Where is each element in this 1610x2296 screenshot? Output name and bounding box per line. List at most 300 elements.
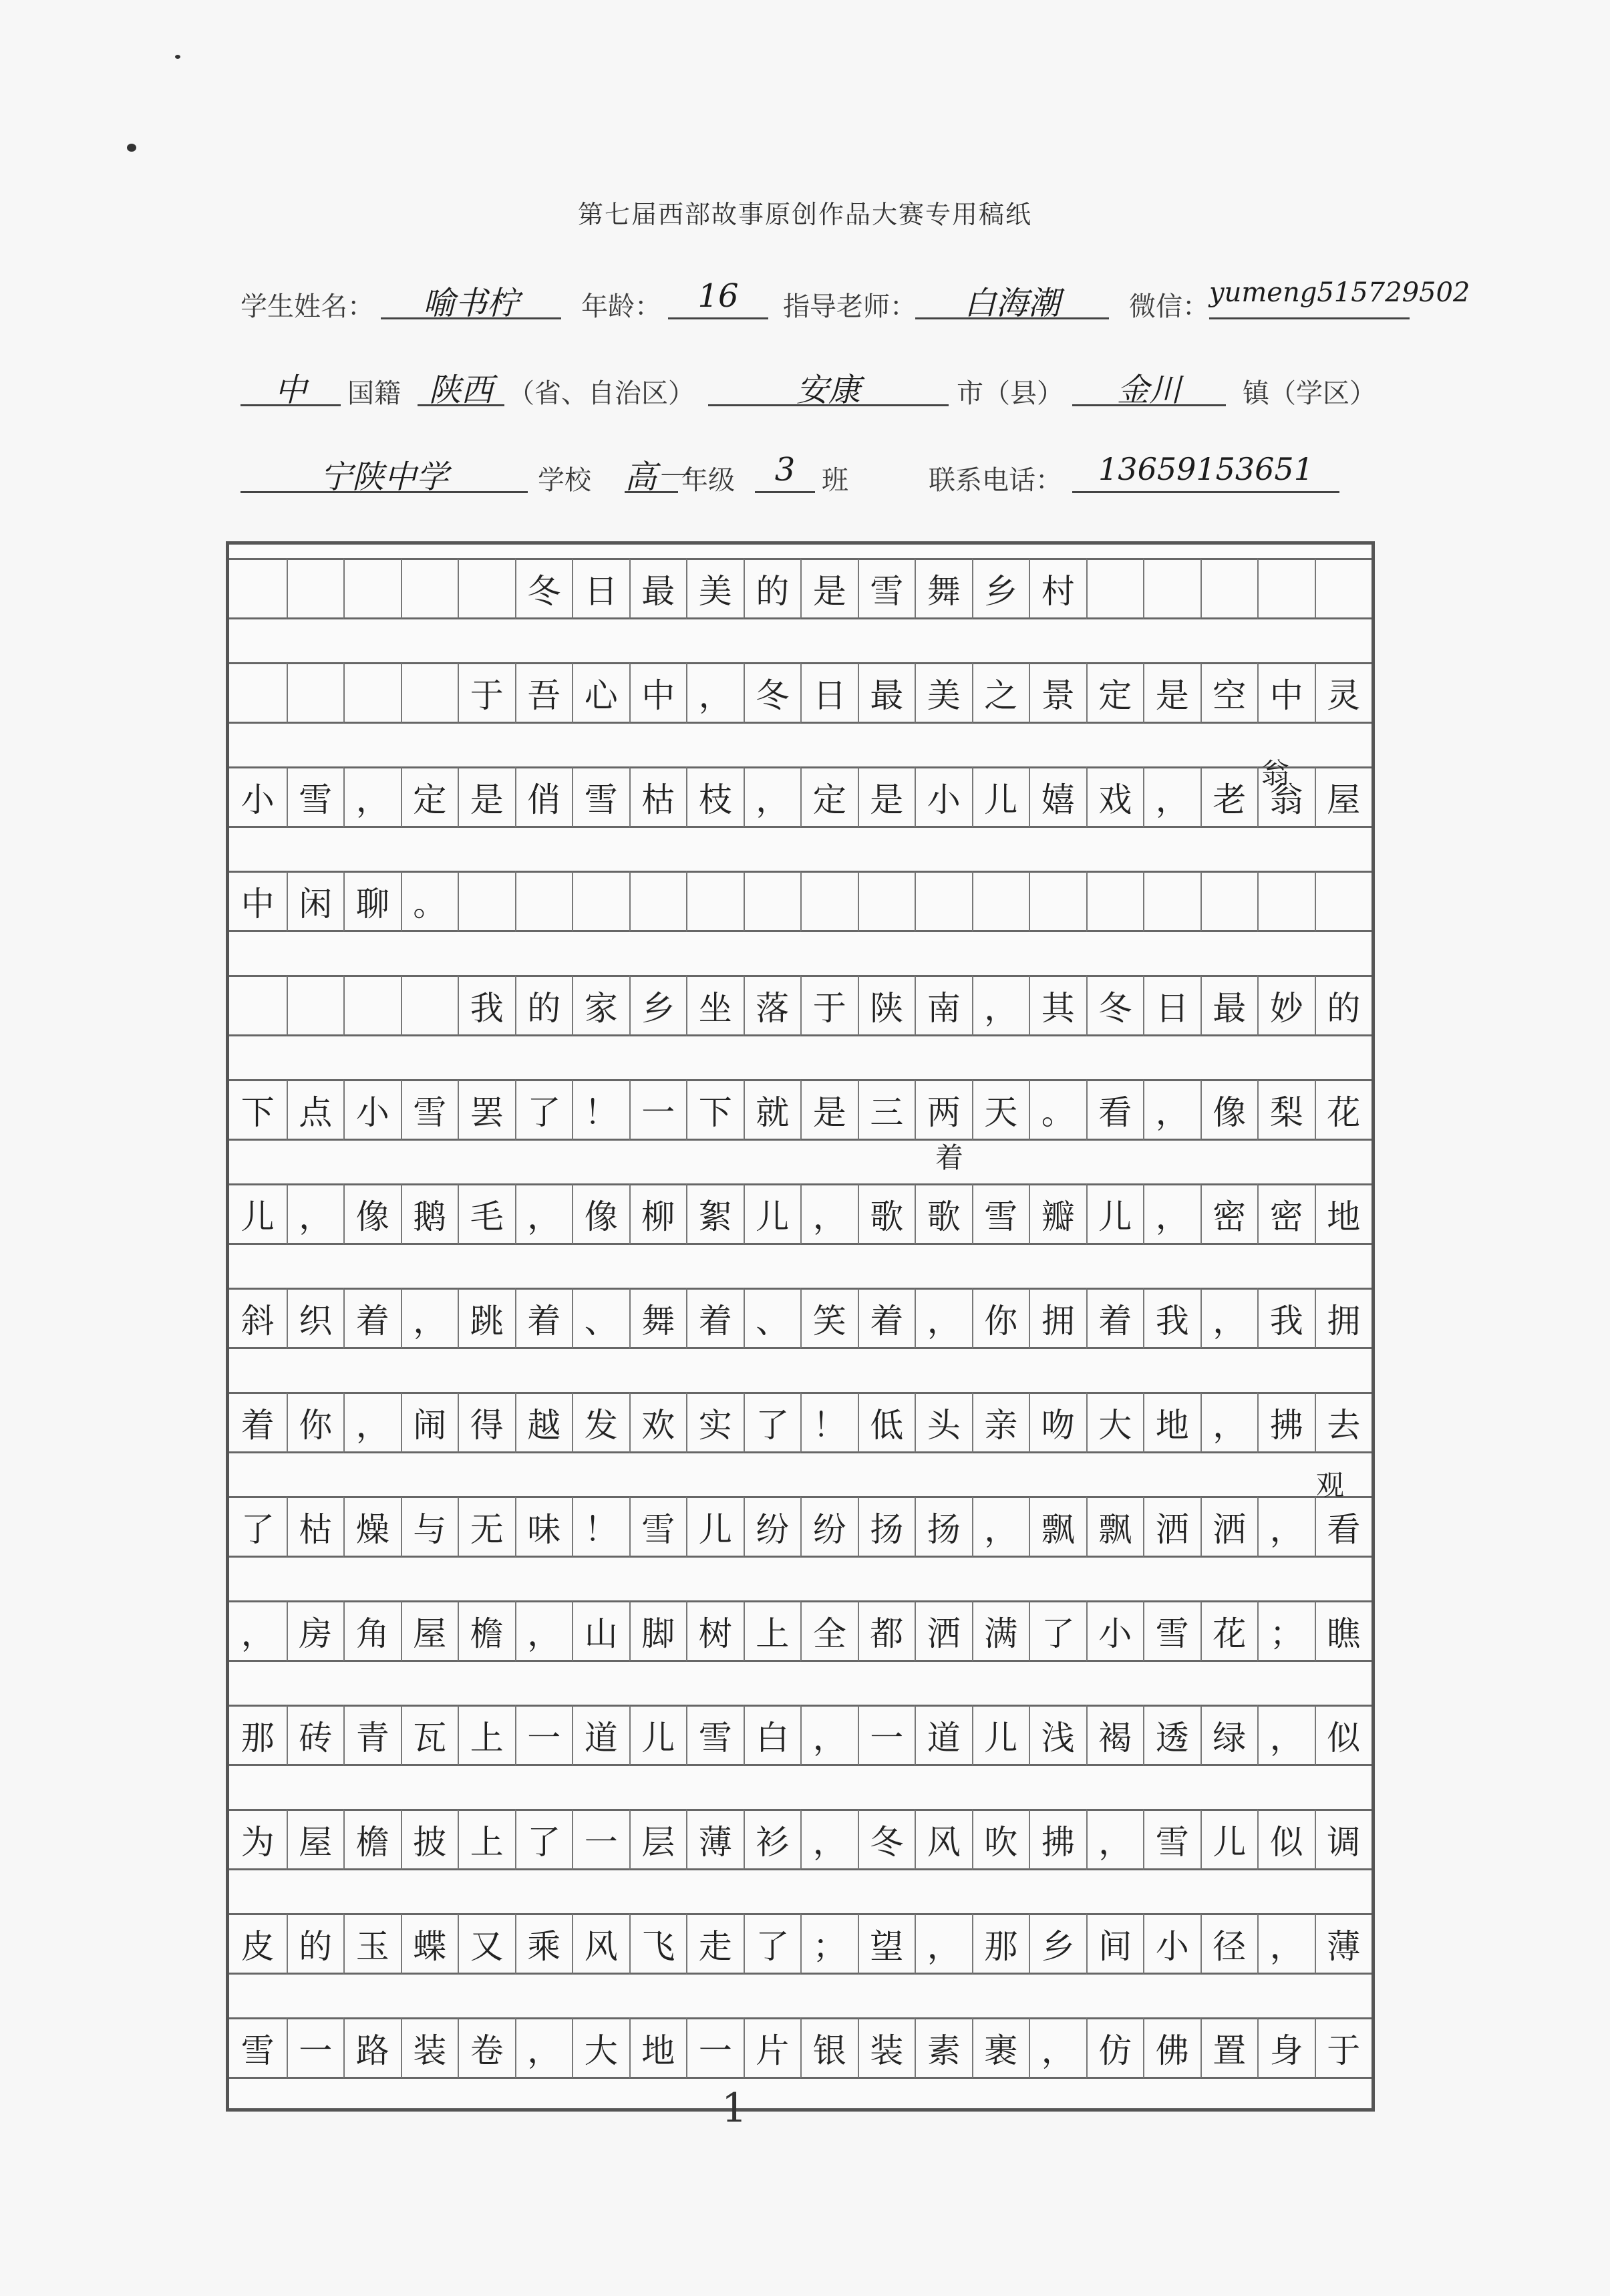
grid-cell: 间 xyxy=(1086,1913,1144,1975)
grid-cell: 青 xyxy=(343,1705,401,1766)
grid-cell: 小 xyxy=(1086,1600,1144,1662)
age-field: 16 xyxy=(668,277,768,319)
grid-cell: 是 xyxy=(458,766,515,828)
grid-cell: 砖 xyxy=(287,1705,344,1766)
grid-cell: 雪 xyxy=(401,1079,458,1141)
grid-cell: 衫 xyxy=(744,1809,801,1870)
grid-cell: 透 xyxy=(1143,1705,1200,1766)
grid-cell: 俏 xyxy=(515,766,573,828)
essay-line xyxy=(229,1809,1372,1870)
grid-cell: 大 xyxy=(572,2017,629,2079)
grid-cell: 上 xyxy=(458,1705,515,1766)
grid-cell: 一 xyxy=(515,1705,573,1766)
town-field: 金川 xyxy=(1072,364,1226,406)
grid-cell: 白 xyxy=(744,1705,801,1766)
grid-cell: ； xyxy=(1257,1600,1315,1662)
grid-cell: 乘 xyxy=(515,1913,573,1975)
grid-cell: 花 xyxy=(1315,1079,1372,1141)
grid-cell: 鹅 xyxy=(401,1183,458,1245)
grid-cell xyxy=(1143,871,1200,932)
grid-cell: 屋 xyxy=(1315,766,1372,828)
grid-cell: ， xyxy=(515,1600,573,1662)
grid-cell: 装 xyxy=(858,2017,915,2079)
grid-cell: 像 xyxy=(1200,1079,1258,1141)
essay-line xyxy=(229,1079,1372,1141)
grid-cell: 山 xyxy=(572,1600,629,1662)
grid-cell: 冬 xyxy=(744,662,801,724)
grid-cell: 了 xyxy=(229,1496,287,1558)
grid-cell: 其 xyxy=(1029,975,1086,1036)
grid-cell: 儿 xyxy=(629,1705,687,1766)
grid-cell: 头 xyxy=(915,1392,972,1453)
grid-cell: 脚 xyxy=(629,1600,687,1662)
grid-cell: 屋 xyxy=(287,1809,344,1870)
grid-cell: ， xyxy=(1029,2017,1086,2079)
grid-cell xyxy=(744,871,801,932)
grid-cell xyxy=(1200,558,1258,619)
grid-cell: ， xyxy=(972,1496,1029,1558)
grid-cell: 雪 xyxy=(686,1705,744,1766)
grid-cell: 于 xyxy=(800,975,858,1036)
grid-cell: 满 xyxy=(972,1600,1029,1662)
essay-line xyxy=(229,975,1372,1036)
grid-cell: 那 xyxy=(229,1705,287,1766)
grid-cell: 于 xyxy=(1315,2017,1372,2079)
grid-cell: 是 xyxy=(800,558,858,619)
grid-cell: 翁 xyxy=(1257,766,1315,828)
grid-cell: 心 xyxy=(572,662,629,724)
grid-cell: 梨 xyxy=(1257,1079,1315,1141)
grid-cell: 三 xyxy=(858,1079,915,1141)
grid-cell: 扬 xyxy=(858,1496,915,1558)
grid-cell: ， xyxy=(1143,1079,1200,1141)
grid-cell: 笑 xyxy=(800,1288,858,1349)
grid-cell: 道 xyxy=(915,1705,972,1766)
grid-cell: 儿 xyxy=(1200,1809,1258,1870)
grid-cell: 落 xyxy=(744,975,801,1036)
grid-cell: 吻 xyxy=(1029,1392,1086,1453)
grid-cell: ， xyxy=(1143,766,1200,828)
grid-cell: 儿 xyxy=(972,1705,1029,1766)
essay-line xyxy=(229,1183,1372,1245)
grid-cell: 坐 xyxy=(686,975,744,1036)
wechat-field: yumeng515729502 xyxy=(1209,277,1410,319)
grid-cell: 乡 xyxy=(972,558,1029,619)
grid-cell: 雪 xyxy=(572,766,629,828)
grid-cell xyxy=(229,975,287,1036)
country-label: 国籍 xyxy=(347,378,401,409)
grid-cell: 飞 xyxy=(629,1913,687,1975)
grid-cell: 乡 xyxy=(1029,1913,1086,1975)
grid-cell: 定 xyxy=(1086,662,1144,724)
grid-cell: ， xyxy=(343,1392,401,1453)
grid-cell: 南 xyxy=(915,975,972,1036)
grid-cell: 小 xyxy=(1143,1913,1200,1975)
grid-cell: 素 xyxy=(915,2017,972,2079)
grid-cell: 小 xyxy=(343,1079,401,1141)
grid-cell xyxy=(515,871,573,932)
grid-cell: ， xyxy=(1200,1392,1258,1453)
grid-cell xyxy=(401,558,458,619)
grid-cell: 最 xyxy=(858,662,915,724)
grid-cell: 毛 xyxy=(458,1183,515,1245)
grid-cell: 吹 xyxy=(972,1809,1029,1870)
grid-cell: 洒 xyxy=(915,1600,972,1662)
grid-cell: 屋 xyxy=(401,1600,458,1662)
grid-cell: 美 xyxy=(915,662,972,724)
grid-cell: 的 xyxy=(744,558,801,619)
grid-cell: 檐 xyxy=(343,1809,401,1870)
grid-cell: 大 xyxy=(1086,1392,1144,1453)
grid-cell: 是 xyxy=(1143,662,1200,724)
grid-cell: 低 xyxy=(858,1392,915,1453)
grid-cell: 檐 xyxy=(458,1600,515,1662)
grid-cell: 一 xyxy=(686,2017,744,2079)
grid-cell: 上 xyxy=(458,1809,515,1870)
grid-cell: 我 xyxy=(458,975,515,1036)
grid-cell: 歌 xyxy=(915,1183,972,1245)
grid-cell: 燥 xyxy=(343,1496,401,1558)
grid-cell: 下 xyxy=(686,1079,744,1141)
grid-cell: 闲 xyxy=(287,871,344,932)
grid-cell: ， xyxy=(915,1288,972,1349)
grid-cell: 舞 xyxy=(629,1288,687,1349)
grid-cell: 空 xyxy=(1200,662,1258,724)
grid-cell: 雪 xyxy=(972,1183,1029,1245)
grid-cell: 那 xyxy=(972,1913,1029,1975)
essay-line xyxy=(229,766,1372,828)
grid-cell: ， xyxy=(515,1183,573,1245)
grid-cell: 地 xyxy=(629,2017,687,2079)
city-field: 安康 xyxy=(708,364,949,406)
grid-cell: 乡 xyxy=(629,975,687,1036)
province-label: （省、自治区） xyxy=(508,378,695,409)
grid-cell: 妙 xyxy=(1257,975,1315,1036)
grid-cell xyxy=(1029,871,1086,932)
grid-cell: 着 xyxy=(686,1288,744,1349)
grid-cell xyxy=(458,871,515,932)
grid-cell: 下 xyxy=(229,1079,287,1141)
scan-speck xyxy=(127,144,136,152)
grid-cell xyxy=(343,975,401,1036)
grid-cell: 儿 xyxy=(972,766,1029,828)
grid-cell: 家 xyxy=(572,975,629,1036)
grid-cell: 天 xyxy=(972,1079,1029,1141)
grid-cell: 瓦 xyxy=(401,1705,458,1766)
grid-cell xyxy=(287,662,344,724)
essay-line xyxy=(229,2017,1372,2079)
grid-cell: 雪 xyxy=(1143,1809,1200,1870)
grid-cell: 一 xyxy=(858,1705,915,1766)
grid-cell: 望 xyxy=(858,1913,915,1975)
grid-cell: 蝶 xyxy=(401,1913,458,1975)
phone-label: 联系电话： xyxy=(929,465,1062,496)
grid-cell: 之 xyxy=(972,662,1029,724)
province-field: 陕西 xyxy=(418,364,504,406)
grade-field: 高一 xyxy=(625,451,678,493)
grid-cell: 薄 xyxy=(1315,1913,1372,1975)
grid-cell: 定 xyxy=(401,766,458,828)
grid-cell: 装 xyxy=(401,2017,458,2079)
grid-cell xyxy=(1200,871,1258,932)
grid-cell xyxy=(401,662,458,724)
grid-cell xyxy=(572,871,629,932)
grid-cell: 发 xyxy=(572,1392,629,1453)
grid-cell: 银 xyxy=(800,2017,858,2079)
grid-cell xyxy=(343,558,401,619)
phone-field: 13659153651 xyxy=(1072,451,1339,493)
grid-cell: 点 xyxy=(287,1079,344,1141)
grid-cell: ， xyxy=(1257,1705,1315,1766)
grid-cell: 雪 xyxy=(858,558,915,619)
grid-cell: 两 xyxy=(915,1079,972,1141)
grid-cell: ， xyxy=(515,2017,573,2079)
grid-cell: 冬 xyxy=(515,558,573,619)
grid-cell: ， xyxy=(1257,1496,1315,1558)
city-label: 市（县） xyxy=(957,378,1064,409)
grid-cell: 走 xyxy=(686,1913,744,1975)
grid-cell: 。 xyxy=(401,871,458,932)
class-field: 3 xyxy=(755,451,815,493)
grid-cell: 雪 xyxy=(629,1496,687,1558)
grid-cell: 是 xyxy=(800,1079,858,1141)
essay-line xyxy=(229,871,1372,932)
grid-cell: 看 xyxy=(1315,1496,1372,1558)
insertion-mark: 着 xyxy=(935,1141,964,1174)
grid-cell: 浅 xyxy=(1029,1705,1086,1766)
grid-cell xyxy=(1086,871,1144,932)
grid-cell: 上 xyxy=(744,1600,801,1662)
grid-cell: ， xyxy=(229,1600,287,1662)
grid-cell: 枝 xyxy=(686,766,744,828)
grid-cell: 披 xyxy=(401,1809,458,1870)
grid-cell: 密 xyxy=(1257,1183,1315,1245)
name-field: 喻书柠 xyxy=(381,277,561,319)
grid-cell: 织 xyxy=(287,1288,344,1349)
grid-cell: 着 xyxy=(343,1288,401,1349)
grid-cell xyxy=(972,871,1029,932)
grid-cell: 房 xyxy=(287,1600,344,1662)
essay-line xyxy=(229,1392,1372,1453)
grid-cell: 聊 xyxy=(343,871,401,932)
grid-cell: 花 xyxy=(1200,1600,1258,1662)
essay-line xyxy=(229,1496,1372,1558)
grid-cell: 吾 xyxy=(515,662,573,724)
grid-cell: 儿 xyxy=(229,1183,287,1245)
grid-cell: 玉 xyxy=(343,1913,401,1975)
grid-cell: 歌 xyxy=(858,1183,915,1245)
grid-cell: 纷 xyxy=(744,1496,801,1558)
grid-cell xyxy=(1257,871,1315,932)
grid-cell: 实 xyxy=(686,1392,744,1453)
grid-cell: 绿 xyxy=(1200,1705,1258,1766)
grid-cell: 了 xyxy=(744,1392,801,1453)
grid-cell: 、 xyxy=(744,1288,801,1349)
grid-cell: ， xyxy=(343,766,401,828)
grid-cell: 日 xyxy=(800,662,858,724)
essay-line xyxy=(229,1705,1372,1766)
grid-cell: 似 xyxy=(1257,1809,1315,1870)
age-label: 年龄： xyxy=(581,291,661,322)
grid-cell: 絮 xyxy=(686,1183,744,1245)
grid-cell: 是 xyxy=(858,766,915,828)
grid-cell: ， xyxy=(800,1183,858,1245)
grid-cell: 置 xyxy=(1200,2017,1258,2079)
grid-cell: ， xyxy=(1257,1913,1315,1975)
town-label: 镇（学区） xyxy=(1243,378,1376,409)
grid-cell: 得 xyxy=(458,1392,515,1453)
essay-grid-paper xyxy=(226,541,1375,2112)
grid-cell: 身 xyxy=(1257,2017,1315,2079)
grid-cell: 洒 xyxy=(1200,1496,1258,1558)
grid-cell: 雪 xyxy=(229,2017,287,2079)
grid-cell: 欢 xyxy=(629,1392,687,1453)
grid-cell: 戏 xyxy=(1086,766,1144,828)
grid-cell: 瓣 xyxy=(1029,1183,1086,1245)
grid-cell: 了 xyxy=(515,1079,573,1141)
grid-cell: ， xyxy=(800,1705,858,1766)
grid-cell: 片 xyxy=(744,2017,801,2079)
grid-cell: 仿 xyxy=(1086,2017,1144,2079)
grid-cell: 儿 xyxy=(686,1496,744,1558)
grid-cell: 我 xyxy=(1257,1288,1315,1349)
grid-cell xyxy=(229,662,287,724)
grid-cell: 一 xyxy=(629,1079,687,1141)
grid-cell: 中 xyxy=(629,662,687,724)
grid-cell: 小 xyxy=(915,766,972,828)
grid-cell: 嬉 xyxy=(1029,766,1086,828)
teacher-field: 白海潮 xyxy=(915,277,1109,319)
grid-cell: 冬 xyxy=(1086,975,1144,1036)
insertion-mark: 翁 xyxy=(1261,757,1290,790)
grid-cell: 你 xyxy=(287,1392,344,1453)
grid-cell: 雪 xyxy=(287,766,344,828)
school-label: 学校 xyxy=(538,465,591,496)
grid-cell: 卷 xyxy=(458,2017,515,2079)
grid-cell: 舞 xyxy=(915,558,972,619)
grid-cell: 拥 xyxy=(1315,1288,1372,1349)
grid-cell: 一 xyxy=(287,2017,344,2079)
class-label: 班 xyxy=(822,465,848,496)
grid-cell: 美 xyxy=(686,558,744,619)
essay-line xyxy=(229,1288,1372,1349)
grid-cell xyxy=(287,558,344,619)
grid-cell xyxy=(1257,558,1315,619)
grid-cell xyxy=(229,558,287,619)
grid-cell: 着 xyxy=(229,1392,287,1453)
grid-cell: 定 xyxy=(800,766,858,828)
grid-cell: 飘 xyxy=(1086,1496,1144,1558)
essay-line xyxy=(229,558,1372,619)
grid-cell: ！ xyxy=(800,1392,858,1453)
grid-cell: 枯 xyxy=(629,766,687,828)
wechat-label: 微信： xyxy=(1129,291,1209,322)
grid-cell: 扬 xyxy=(915,1496,972,1558)
grid-cell: 亲 xyxy=(972,1392,1029,1453)
grid-cell: 罢 xyxy=(458,1079,515,1141)
grid-cell: 最 xyxy=(1200,975,1258,1036)
grid-cell: 于 xyxy=(458,662,515,724)
grid-cell: 又 xyxy=(458,1913,515,1975)
grid-cell: 地 xyxy=(1315,1183,1372,1245)
grid-cell: 瞧 xyxy=(1315,1600,1372,1662)
grid-cell: ， xyxy=(1143,1183,1200,1245)
grid-cell: 中 xyxy=(1257,662,1315,724)
grid-cell: 层 xyxy=(629,1809,687,1870)
grid-cell: 村 xyxy=(1029,558,1086,619)
grid-cell: 风 xyxy=(915,1809,972,1870)
grid-cell: ， xyxy=(686,662,744,724)
essay-line xyxy=(229,1600,1372,1662)
grid-cell: 就 xyxy=(744,1079,801,1141)
grid-cell: 小 xyxy=(229,766,287,828)
grid-cell: ， xyxy=(915,1913,972,1975)
grid-cell: 着 xyxy=(858,1288,915,1349)
grid-cell: 儿 xyxy=(1086,1183,1144,1245)
grid-cell: 陕 xyxy=(858,975,915,1036)
grid-cell: 像 xyxy=(572,1183,629,1245)
grid-cell xyxy=(1086,558,1144,619)
grid-cell: 风 xyxy=(572,1913,629,1975)
grid-cell: 冬 xyxy=(858,1809,915,1870)
grid-cell: 着 xyxy=(1086,1288,1144,1349)
grid-cell xyxy=(915,871,972,932)
grid-cell: 味 xyxy=(515,1496,573,1558)
grid-cell: 了 xyxy=(515,1809,573,1870)
grid-cell: ！ xyxy=(572,1079,629,1141)
insertion-mark: 观 xyxy=(1316,1469,1345,1501)
grid-cell: 的 xyxy=(515,975,573,1036)
grid-cell: 拂 xyxy=(1029,1809,1086,1870)
grid-cell: 灵 xyxy=(1315,662,1372,724)
grid-cell: 道 xyxy=(572,1705,629,1766)
grid-cell: 越 xyxy=(515,1392,573,1453)
grid-cell: 我 xyxy=(1143,1288,1200,1349)
grid-cell: 着 xyxy=(515,1288,573,1349)
grid-cell: 像 xyxy=(343,1183,401,1245)
grid-cell xyxy=(343,662,401,724)
grid-cell xyxy=(287,975,344,1036)
grid-cell: ！ xyxy=(572,1496,629,1558)
grid-cell: 洒 xyxy=(1143,1496,1200,1558)
grid-cell: 薄 xyxy=(686,1809,744,1870)
grid-cell: 角 xyxy=(343,1600,401,1662)
grid-cell: 佛 xyxy=(1143,2017,1200,2079)
grid-cell: 闹 xyxy=(401,1392,458,1453)
grid-cell xyxy=(1315,558,1372,619)
grid-cell: 树 xyxy=(686,1600,744,1662)
grid-cell: 日 xyxy=(1143,975,1200,1036)
grid-cell: 为 xyxy=(229,1809,287,1870)
grid-cell: 皮 xyxy=(229,1913,287,1975)
form-row-school xyxy=(240,451,1410,498)
grid-cell: ， xyxy=(972,975,1029,1036)
grid-cell: 景 xyxy=(1029,662,1086,724)
teacher-label: 指导老师： xyxy=(783,291,917,322)
grid-cell: 径 xyxy=(1200,1913,1258,1975)
grid-cell: 密 xyxy=(1200,1183,1258,1245)
form-row-location xyxy=(240,364,1410,411)
grid-cell: 老 xyxy=(1200,766,1258,828)
grid-cell: ， xyxy=(1200,1288,1258,1349)
grid-cell xyxy=(1315,871,1372,932)
grid-cell: 、 xyxy=(572,1288,629,1349)
name-label: 学生姓名： xyxy=(240,291,374,322)
grid-cell: 了 xyxy=(1029,1600,1086,1662)
form-title: 第七届西部故事原创作品大赛专用稿纸 xyxy=(577,200,1032,229)
grid-cell: 的 xyxy=(1315,975,1372,1036)
grid-cell: 日 xyxy=(572,558,629,619)
